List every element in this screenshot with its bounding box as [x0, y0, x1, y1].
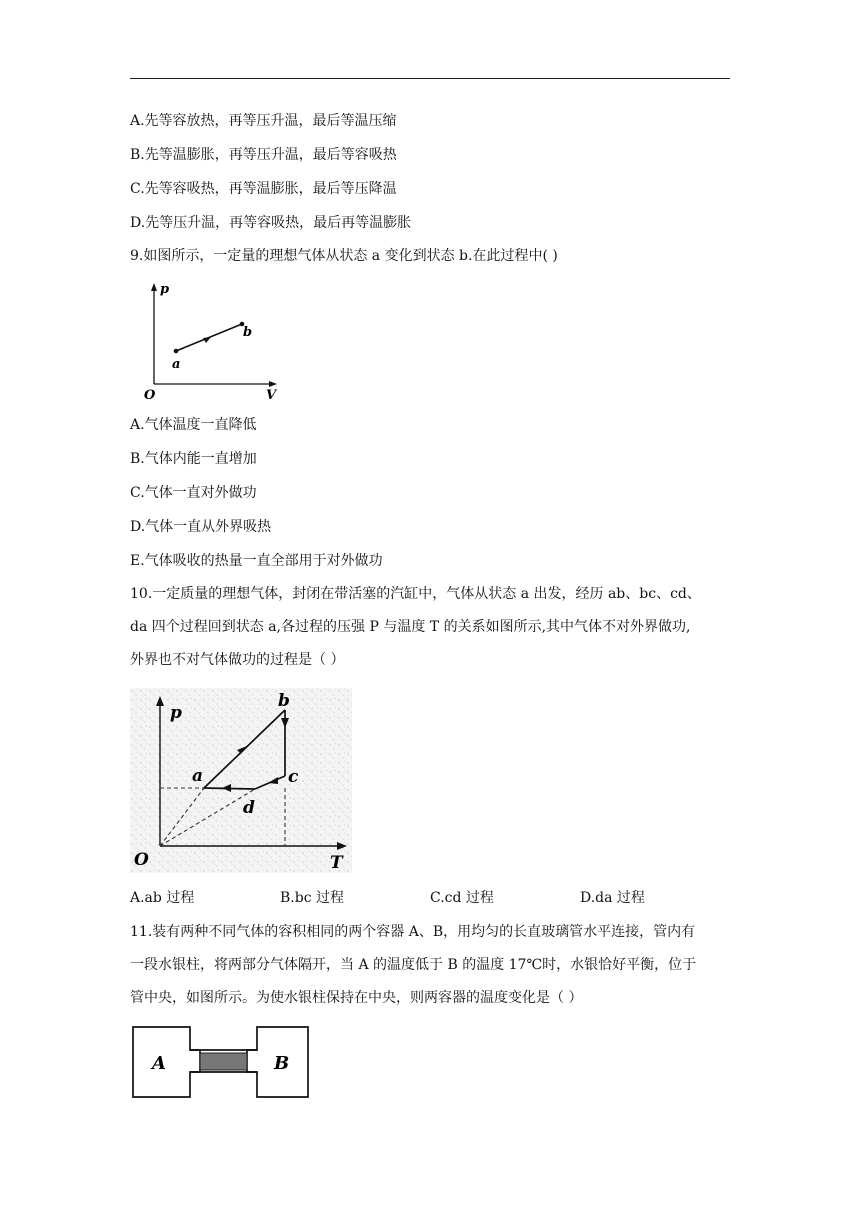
q11-stem-line-2: 一段水银柱，将两部分气体隔开，当 A 的温度低于 B 的温度 17℃时，水银恰好平衡，位于 [130, 957, 697, 973]
q10-background [130, 688, 352, 873]
q9-a-label: a [172, 357, 181, 372]
q8-option-a: A.先等容放热，再等压升温，最后等温压缩 [130, 113, 397, 129]
q9-x-arrow [269, 381, 277, 387]
q9-p-label: p [160, 282, 170, 297]
q9-v-label: V [266, 388, 277, 403]
q10-b-label: b [278, 691, 290, 711]
q10-p-label: p [170, 703, 182, 723]
q8-option-d: D.先等压升温，再等容吸热，最后再等温膨胀 [130, 215, 412, 231]
q10-option-a: A.ab 过程 [130, 890, 195, 906]
q9-pv-diagram [140, 280, 285, 405]
q11-stem-line-1: 11.装有两种不同气体的容积相同的两个容器 A、B，用均匀的长直玻璃管水平连接，管内有 [130, 924, 696, 940]
q11-a-label: A [152, 1053, 166, 1074]
q8-option-c: C.先等容吸热，再等温膨胀，最后等压降温 [130, 181, 397, 197]
q10-stem-line-2: da 四个过程回到状态 a,各过程的压强 P 与温度 T 的关系如图所示,其中气体不对外界做功, [130, 619, 691, 635]
q9-y-arrow [151, 283, 157, 291]
q9-option-c: C.气体一直对外做功 [130, 485, 257, 501]
q9-option-a: A.气体温度一直降低 [130, 417, 257, 433]
q11-mercury-column [200, 1053, 247, 1070]
q10-t-label: T [330, 853, 343, 873]
q9-origin-label: O [144, 388, 156, 403]
q10-c-label: c [288, 767, 299, 787]
q9-option-d: D.气体一直从外界吸热 [130, 519, 272, 535]
q10-option-c: C.cd 过程 [430, 890, 494, 906]
q10-origin-label: O [134, 850, 149, 870]
q11-container-diagram [130, 1022, 315, 1102]
q9-option-e: E.气体吸收的热量一直全部用于对外做功 [130, 553, 383, 569]
q9-point-a [174, 349, 179, 354]
q10-option-d: D.da 过程 [580, 890, 645, 906]
q10-option-b: B.bc 过程 [280, 890, 344, 906]
header-rule [130, 78, 730, 79]
q10-d-label: d [243, 798, 255, 818]
q10-a-label: a [192, 766, 204, 786]
q8-option-b: B.先等温膨胀，再等压升温，最后等容吸热 [130, 147, 397, 163]
q10-stem-line-1: 10.一定质量的理想气体，封闭在带活塞的汽缸中，气体从状态 a 出发，经历 ab、bc、cd、 [130, 586, 701, 602]
q9-stem: 9.如图所示，一定量的理想气体从状态 a 变化到状态 b.在此过程中( ) [130, 248, 558, 264]
q9-option-b: B.气体内能一直增加 [130, 451, 257, 467]
q10-stem-line-3: 外界也不对气体做功的过程是（ ） [130, 652, 345, 668]
q9-b-label: b [243, 325, 253, 340]
q11-b-label: B [274, 1053, 290, 1074]
q11-stem-line-3: 管中央，如图所示。为使水银柱保持在中央，则两容器的温度变化是（ ） [130, 990, 583, 1006]
q11-container-a [133, 1027, 200, 1097]
q10-pt-diagram [130, 688, 352, 873]
